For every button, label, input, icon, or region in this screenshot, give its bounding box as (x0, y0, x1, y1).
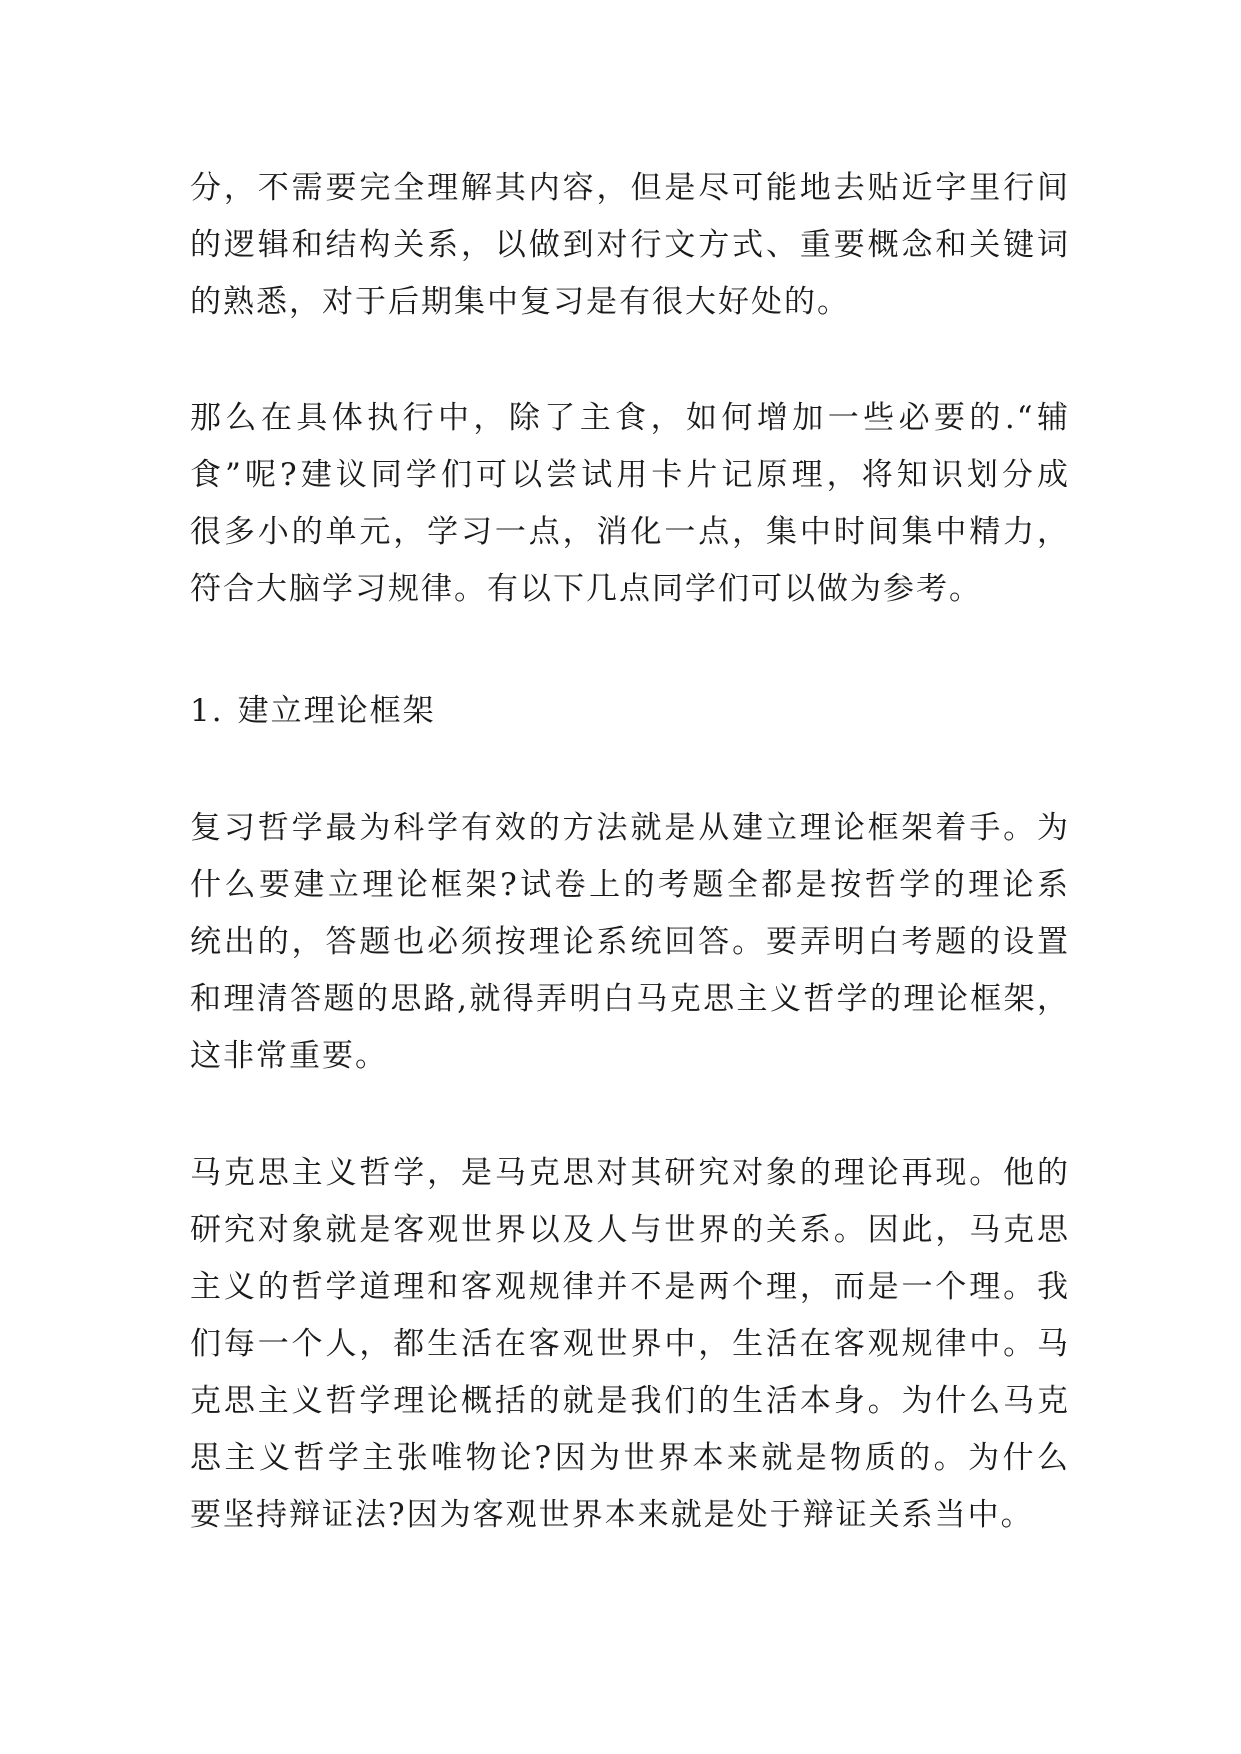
paragraph-2-line-3: 很多小的单元，学习一点，消化一点，集中时间集中精力， (190, 514, 1070, 550)
paragraph-4-line-7: 要坚持辩证法?因为客观世界本来就是处于辩证关系当中。 (190, 1497, 1034, 1533)
paragraph-4 (190, 1145, 1070, 1544)
section-heading-text: 建立理论框架 (237, 693, 436, 729)
section-heading-line (190, 683, 1070, 740)
paragraph-2-line-4: 符合大脑学习规律。有以下几点同学们可以做为参考。 (190, 571, 982, 607)
paragraph-4-line-3: 主义的哲学道理和客观规律并不是两个理，而是一个理。我 (190, 1269, 1070, 1305)
paragraph-3-line-5: 这非常重要。 (190, 1038, 388, 1074)
paragraph-2 (190, 390, 1070, 618)
section-heading-1 (190, 683, 1070, 740)
paragraph-1 (190, 160, 1070, 331)
paragraph-1-line-3: 的熟悉，对于后期集中复习是有很大好处的。 (190, 284, 850, 320)
paragraph-2-line-2: 食”呢?建议同学们可以尝试用卡片记原理，将知识划分成 (190, 457, 1070, 493)
paragraph-3-line-1: 复习哲学最为科学有效的方法就是从建立理论框架着手。为 (190, 810, 1070, 846)
paragraph-2-line-1: 那么在具体执行中，除了主食，如何增加一些必要的.“辅 (190, 400, 1070, 436)
paragraph-3-line-2: 什么要建立理论框架?试卷上的考题全都是按哲学的理论系 (190, 867, 1070, 903)
paragraph-4-line-6: 思主义哲学主张唯物论?因为世界本来就是物质的。为什么 (190, 1440, 1070, 1476)
paragraph-3-line-4: 和理清答题的思路,就得弄明白马克思主义哲学的理论框架， (190, 981, 1070, 1017)
paragraph-4-line-4: 们每一个人，都生活在客观世界中，生活在客观规律中。马 (190, 1326, 1070, 1362)
paragraph-4-line-2: 研究对象就是客观世界以及人与世界的关系。因此，马克思 (190, 1212, 1070, 1248)
paragraph-4-line-5: 克思主义哲学理论概括的就是我们的生活本身。为什么马克 (190, 1383, 1070, 1419)
paragraph-4-line-1: 马克思主义哲学，是马克思对其研究对象的理论再现。他的 (190, 1155, 1070, 1191)
paragraph-3-line-3: 统出的，答题也必须按理论系统回答。要弄明白考题的设置 (190, 924, 1070, 960)
section-heading-number: 1. (190, 693, 224, 729)
paragraph-1-line-1: 分，不需要完全理解其内容，但是尽可能地去贴近字里行间 (190, 170, 1070, 206)
paragraph-1-line-2: 的逻辑和结构关系，以做到对行文方式、重要概念和关键词 (190, 227, 1070, 263)
paragraph-3 (190, 800, 1070, 1085)
